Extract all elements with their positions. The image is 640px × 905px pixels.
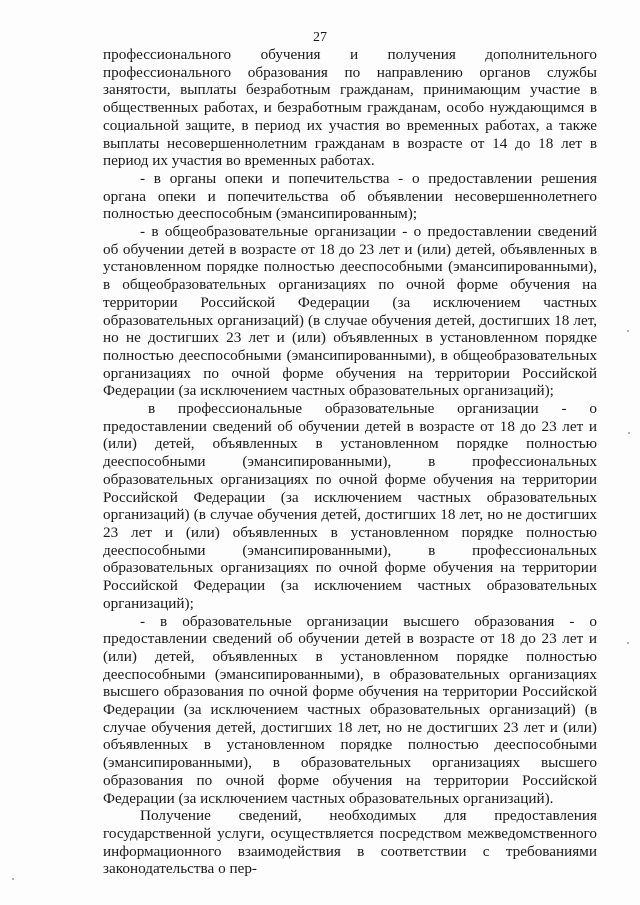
scan-artifact [12, 878, 14, 880]
paragraph-general-education: - в общеобразовательные организации - о предоставлении сведений об обучении детей в возрасте от 18 до 23 лет и (или) детей, объявленных в установленном порядке полностью дееспособными (эмансипированными), в общеобразовательных организациях по очной форме обучения на территории Российской Федерации (за исключением частных образовательных организаций) (в случае обучения детей, достигших 18 лет, но не достигших 23 лет и (или) объявленных в установленном порядке полностью дееспособными (эмансипированными), в общеобразовательных организациях по очной форме обучения на территории Российской Федерации (за исключением частных образовательных организаций); [103, 223, 597, 400]
scan-artifact [628, 432, 630, 434]
paragraph-information-exchange: Получение сведений, необходимых для предоставления государственной услуги, осуществляется посредством межведомственного информационного взаимодействия в соответствии с требованиями законодательства о пер- [103, 807, 597, 878]
paragraph-professional-education: в профессиональные образовательные организации - о предоставлении сведений об обучении детей в возрасте от 18 до 23 лет и (или) детей, объявленных в установленном порядке полностью дееспособными (эмансипированными), в профессиональных образовательных организациях по очной форме обучения на территории Российской Федерации (за исключением частных образовательных организаций) (в случае обучения детей, достигших 18 лет, но не достигших 23 лет и (или) объявленных в установленном порядке полностью дееспособными (эмансипированными), в профессиональных образовательных организациях по очной форме обучения на территории Российской Федерации (за исключением частных образовательных организаций); [103, 400, 597, 612]
scan-artifact [627, 642, 629, 644]
paragraph-continuation: профессионального обучения и получения дополнительного профессионального образования по направлению органов службы занятости, выплаты безработным гражданам, принимающим участие в общественных работах, и безработным гражданам, особо нуждающимся в социальной защите, в период их участия во временных работах, а также выплаты несовершеннолетним гражданам в возрасте от 14 до 18 лет в период их участия во временных работах. [103, 46, 597, 170]
page-number: 27 [313, 30, 327, 45]
paragraph-guardianship-bodies: - в органы опеки и попечительства - о предоставлении решения органа опеки и попечительства об объявлении несовершеннолетнего полностью дееспособным (эмансипированным); [103, 169, 597, 223]
scan-artifact [627, 330, 629, 332]
body-text [103, 46, 597, 878]
paragraph-higher-education: - в образовательные организации высшего образования - о предоставлении сведений об обучении детей в возрасте от 18 до 23 лет и (или) детей, объявленных в установленном порядке полностью дееспособными (эмансипированными), в образовательных организациях высшего образования по очной форме обучения на территории Российской Федерации (за исключением частных образовательных организаций) (в случае обучения детей, достигших 18 лет, но не достигших 23 лет и (или) объявленных в установленном порядке полностью дееспособными (эмансипированными), в образовательных организациях высшего образования по очной форме обучения на территории Российской Федерации (за исключением частных образовательных организаций). [103, 612, 597, 807]
